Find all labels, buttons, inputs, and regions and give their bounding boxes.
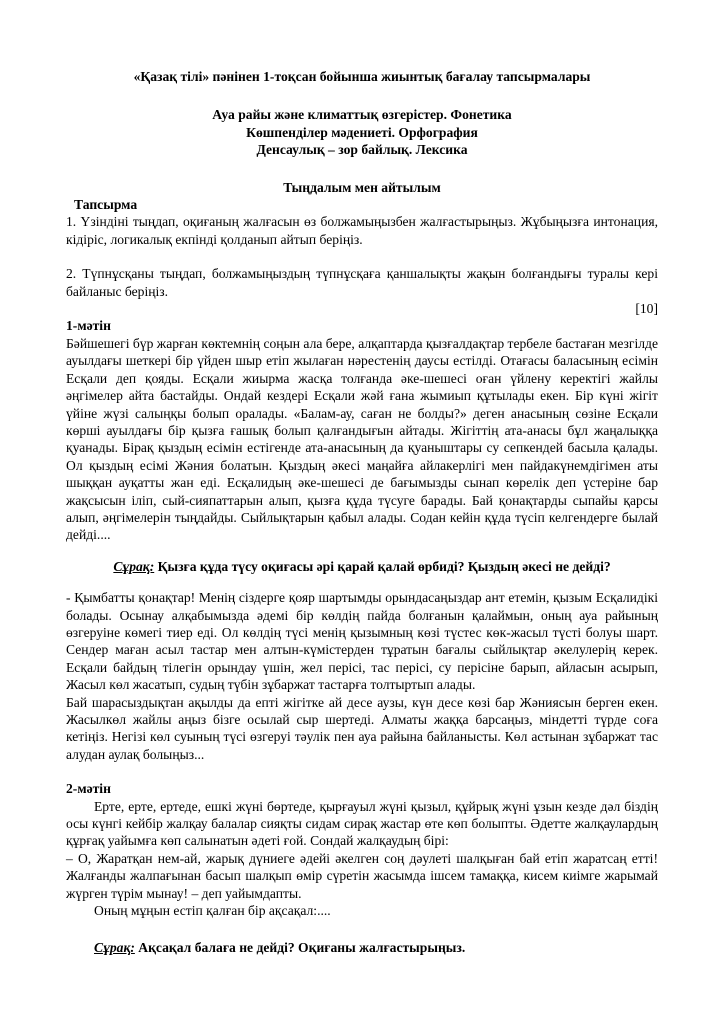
subtitle-2: Көшпенділер мәдениеті. Орфография — [246, 124, 478, 140]
text2-para2: – О, Жаратқан нем-ай, жарық дүниеге әдейі әкелген соң дәулеті шалқыған бай етіп жаратсаң етті! Жалғанды жалпағынан басып шалқып өмір сүретін жасымда ішсем тамаққа, кисем киімге жарымай жүрген түрім мынау! – деп уайымдапты. — [66, 850, 658, 901]
text2-label: 2-мәтін — [66, 781, 111, 797]
task-label: Тапсырма — [74, 197, 138, 213]
continuation1-para1: - Қымбатты қонақтар! Менің сіздерге қояр шартымды орындасаңыздар ант етемін, қызым Есқалидікі болады. Осынау алқабымызда әдемі бір көлдің пайда болғанын қалаймын, оның ауа райының өзгеруіне көмегі тиер еді. Ол көлдің түсі менің қызымның көзі түстес көк-жасыл түсті болуы шарт. Сендер маған асыл тастар мен алтын-күмістерден тұратын бағалы сыйлықтар әкелулерің керек. Есқали байдың тілегін орындау үшін, жел перісі, тас перісі, су перісіне барып, айласын асырып, Жасыл көл жасатып, судың түбін зұбаржат тастарға толтыртып алады. — [66, 590, 658, 693]
main-title: «Қазақ тілі» пәнінен 1-тоқсан бойынша жиынтық бағалау тапсырмалары — [133, 69, 591, 84]
question-1-label: Сұрақ: — [113, 558, 155, 574]
text1-body: Бәйшешегі бүр жарған көктемнің соңын ала бере, алқаптарда қызғалдақтар тербеле бастаған мезгілде ауылдағы шеткері бір үйден шыр етіп жылаған нәрестенің даусы естілді. Отағасы баласының есімін Есқали деп қояды. Есқали жиырма жасқа толғанда әке-шешесі оған үйлену керектігі жайлы әңгімелер айта бастайды. Ондай кездері Есқали жәй ғана жымиып құтылады екен. Бір күні жігіт үйіне жүзі салыңқы болып оралады. «Балам-ау, саған не болды?» деген анасының сөзіне Есқали көрші ауылдағы бір қызға ғашық болып қалғандығын айтады. Жігіттің ата-анасы бұл жаңалыққа қуанады. Бірақ қыздың есімін естігенде ата-анасының да қуаныштары су сепкендей басыла қалады. Ол қыздың есімі Жәния болатын. Қыздың әкесі маңайға айлакерлігі мен пайдакүнемдігімен аты шыққан ауқатты жан еді. Есқалидың әке-шешесі де бағымызды сынап көрелік деп үстеріне бар жақсысын іліп, сый-сияпаттарын алып, қызға құда түсуге барады. Бай қонақтарды сыпайы қарсы алып, әңгімелерін тыңдайды. Сыйлықтарын қабыл алады. Содан кейін құда түсіп келгендерге былай дейді.... — [66, 335, 658, 543]
question-2-label: Сұрақ: — [94, 940, 135, 956]
task-item-1: 1. Үзіндіні тыңдап, оқиғаның жалғасын өз болжамыңызбен жалғастырыңыз. Жұбыңызға интонация, кідіріс, логикалық екпінді қолданып айтып беріңіз. — [66, 214, 658, 247]
question-2 — [66, 939, 658, 956]
continuation1-para2: Бай шарасыздықтан ақылды да епті жігітке ай десе аузы, күн десе көзі бар Жәниясын берген екен. Жасылкөл жайлы аңыз бізге осылай сыр шертеді. Алматы жаққа барсаңыз, міндетті түрде соға кетіңіз. Негізі көл суының түсі өзгеруі тәулік пен ауа райына байланысты. Көл астынан зұбаржат тас алудан аулақ болыңыз... — [66, 694, 658, 762]
text1-label: 1-мәтін — [66, 318, 111, 334]
score-label: [10] — [635, 301, 658, 317]
question-2-text: Ақсақал балаға не дейді? Оқиғаны жалғастырыңыз. — [134, 940, 466, 956]
subtitles-block — [66, 106, 658, 158]
subtitle-1: Ауа райы және климаттық өзгерістер. Фонетика — [212, 107, 512, 123]
spacer — [66, 763, 658, 780]
text2-para1: Ерте, ерте, ертеде, ешкі жүні бөртеде, қырғауыл жүні қызыл, құйрық жүні ұзын кезде дәл біздің осы күнгі кейбір жалқау балалар сияқты сидам сирақ жастар өте көп болыпты. Әдетте жалқаулардың құрғақ уайымға көп салынатын әдеті ғой. Сондай жалқаудың бірі: — [66, 798, 658, 849]
text2-para3: Оның мұңын естіп қалған бір ақсақал:.... — [94, 903, 331, 919]
question-1-text: Қызға құда түсу оқиғасы әрі қарай қалай өрбиді? Қыздың әкесі не дейді? — [154, 558, 611, 574]
subtitle-3: Денсаулық – зор байлық. Лексика — [256, 142, 468, 158]
spacer — [66, 248, 658, 265]
task-item-2: 2. Түпнұсқаны тыңдап, болжамыңыздың түпнұсқаға қаншалықты жақын болғандығы туралы кері байланыс беріңіз. — [66, 266, 658, 299]
section-title: Тыңдалым мен айтылым — [283, 179, 441, 195]
question-1 — [66, 558, 658, 575]
